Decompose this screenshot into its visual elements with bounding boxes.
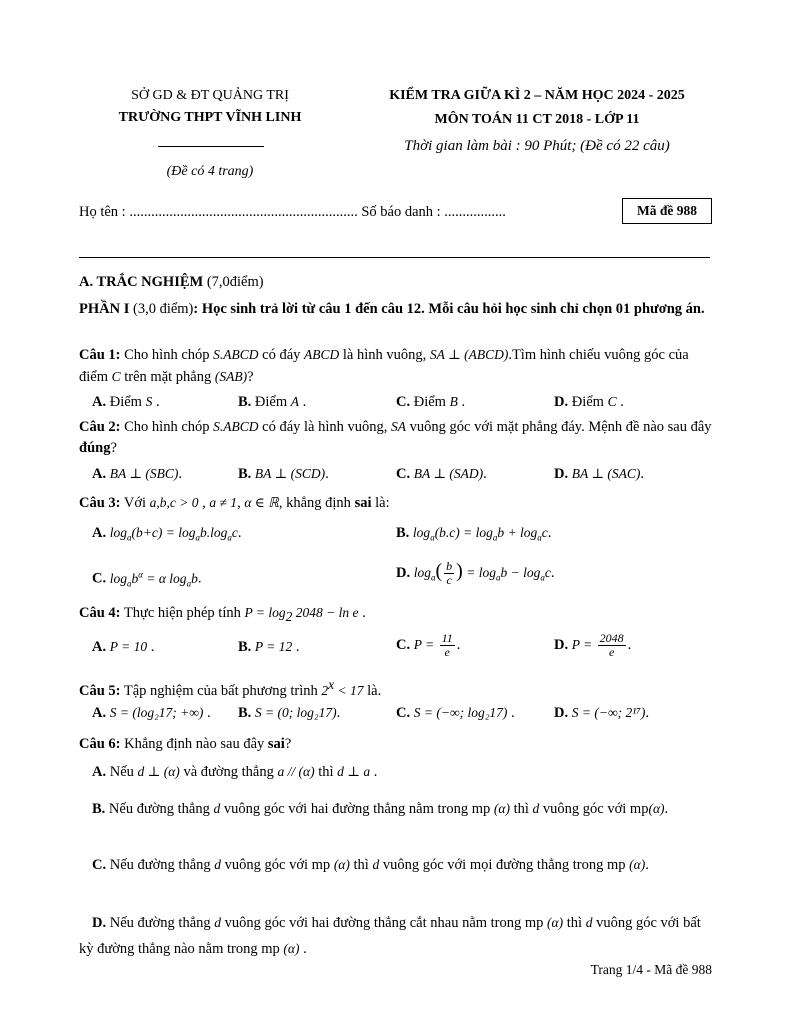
section-title: A. TRẮC NGHIỆM (7,0điểm) <box>79 274 264 290</box>
exam-code-box: Mã đề 988 <box>622 198 712 224</box>
q1-option-a[interactable]: A. Điểm S . <box>92 394 160 410</box>
q3-option-c[interactable]: C. $\log_ab^\alpha = \alpha$ $\log_ab$. <box>92 569 202 589</box>
name-id-line: Họ tên : ............................................................... Số báo danh : ................. <box>79 204 506 220</box>
q5-option-c[interactable]: C. S = (−∞; log₂17) . <box>396 705 515 721</box>
school-name: TRƯỜNG THPT VĨNH LINH <box>118 110 302 125</box>
question-1: Câu 1: Cho hình chóp S.ABCD có đáy ABCD là hình vuông, SA ⊥ (ABCD).Tìm hình chiếu vuông góc của điểm C trên mặt phẳng (SAB)? <box>79 347 689 385</box>
question-4: Câu 4: Thực hiện phép tính $P = \log_2 2048 - \ln e$ . <box>79 605 366 624</box>
question-2: Câu 2: Cho hình chóp S.ABCD có đáy là hình vuông, SA vuông góc với mặt phẳng đáy. Mệnh đề nào sau đây đúng? <box>79 419 712 456</box>
q5-option-b[interactable]: B. S = (0; log₂17). <box>238 705 341 721</box>
page-footer: Trang 1/4 - Mã đề 988 <box>590 962 712 977</box>
exam-title: KIỂM TRA GIỮA KÌ 2 – NĂM HỌC 2024 - 2025 <box>389 88 685 103</box>
q4-option-a[interactable]: A. P = 10 . <box>92 639 155 655</box>
q3-option-b[interactable]: B. $\log_a(b.c) = \log_ab + \log_ac$. <box>396 525 552 543</box>
q1-option-d[interactable]: D. Điểm C . <box>554 394 624 410</box>
duration-line: Thời gian làm bài : 90 Phút; (Đề có 22 câu) <box>404 138 670 154</box>
department-name: SỞ GD & ĐT QUẢNG TRỊ <box>131 88 289 103</box>
q5-option-a[interactable]: A. S = (log₂17; +∞) . <box>92 705 211 721</box>
q1-option-b[interactable]: B. Điểm A . <box>238 394 307 410</box>
q4-option-b[interactable]: B. P = 12 . <box>238 639 300 655</box>
q4-option-d[interactable]: D. P = $\frac{2048}{e}$ . <box>554 631 632 660</box>
q2-option-a[interactable]: A. BA ⊥ (SBC). <box>92 466 183 482</box>
q6-option-c[interactable]: C. Nếu đường thẳng d vuông góc với mp (α) thì d vuông góc với mọi đường thẳng trong mp (α). <box>92 857 649 873</box>
question-5: Câu 5: Tập nghiệm của bất phương trình $2^x < 17$ là. <box>79 677 382 699</box>
subject-line: MÔN TOÁN 11 CT 2018 - LỚP 11 <box>434 112 640 127</box>
q2-option-d[interactable]: D. BA ⊥ (SAC). <box>554 466 645 482</box>
q2-option-c[interactable]: C. BA ⊥ (SAD). <box>396 466 487 482</box>
pages-note: (Đề có 4 trang) <box>166 164 254 179</box>
q5-option-d[interactable]: D. S = (−∞; 2¹⁷). <box>554 705 650 721</box>
header-separator <box>79 257 710 258</box>
q6-option-b[interactable]: B. Nếu đường thẳng d vuông góc với hai đường thẳng nằm trong mp (α) thì d vuông góc với mp(α). <box>92 801 669 817</box>
q6-option-d[interactable]: D. Nếu đường thẳng d vuông góc với hai đường thẳng cắt nhau nằm trong mp (α) thì d vuông góc với bất kỳ đường thẳng nào nằm trong mp (α) . <box>79 915 701 957</box>
q6-option-a[interactable]: A. Nếu d ⊥ (α) và đường thẳng a // (α) thì d ⊥ a . <box>92 764 378 780</box>
q4-option-c[interactable]: C. P = $\frac{11}{e}$ . <box>396 631 461 660</box>
q3-option-a[interactable]: A. $\log_a(b+c) = \log_ab.\log_ac$. <box>92 525 242 543</box>
part-instructions: PHẦN I (3,0 điểm): Học sinh trả lời từ câu 1 đến câu 12. Mỗi câu hỏi học sinh chỉ chọn 01 phương án. <box>79 301 705 317</box>
question-6: Câu 6: Khẳng định nào sau đây sai? <box>79 736 292 752</box>
header-divider <box>158 146 264 147</box>
q2-option-b[interactable]: B. BA ⊥ (SCD). <box>238 466 329 482</box>
question-3: Câu 3: Với a,b,c > 0 , a ≠ 1, α ∈ ℝ, khẳng định sai là: <box>79 495 390 511</box>
q3-option-d[interactable]: D. $\log_a$( $\frac{b}{c}$ ) = $\log_ab - \log_ac$. <box>396 559 555 588</box>
q1-option-c[interactable]: C. Điểm B . <box>396 394 466 410</box>
